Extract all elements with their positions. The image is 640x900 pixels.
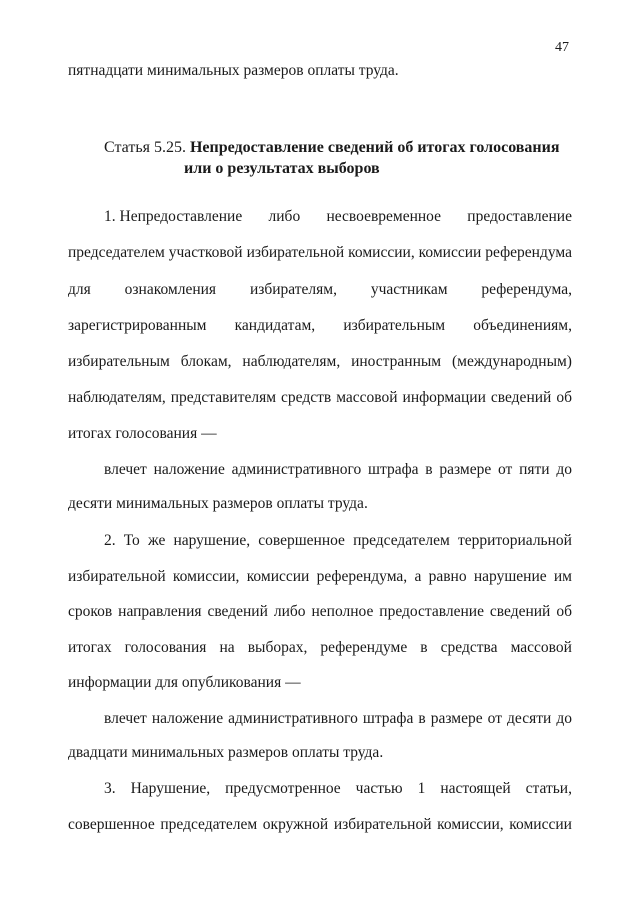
- word: до: [556, 710, 572, 727]
- word: Нарушение,: [130, 780, 211, 797]
- word: 2.: [104, 532, 116, 549]
- word: предоставление: [379, 603, 484, 620]
- word: окружной: [262, 816, 329, 833]
- text-line: [104, 710, 572, 728]
- word: административного: [231, 461, 362, 478]
- word: штрафа: [362, 710, 414, 727]
- word: штрафа: [368, 461, 419, 478]
- word: об: [556, 389, 572, 406]
- article-title: Непредоставление сведений об итогах голосования: [189, 139, 560, 156]
- word: от: [487, 710, 502, 727]
- word: блокам,: [180, 353, 232, 370]
- word: в: [418, 710, 426, 727]
- text-line: двадцати минимальных размеров оплаты труда.: [68, 744, 384, 761]
- word: комиссии,: [437, 816, 504, 833]
- word: статьи,: [525, 780, 572, 797]
- word: же: [147, 532, 166, 549]
- word: несвоевременное: [326, 208, 442, 225]
- word: массовой: [510, 639, 572, 656]
- word: участникам: [370, 281, 448, 298]
- word: избирательной: [68, 568, 166, 585]
- word: совершенное: [68, 816, 155, 833]
- word: предоставление: [467, 208, 572, 225]
- page-number: 47: [555, 40, 569, 55]
- word: об: [556, 603, 572, 620]
- word: избирательной: [333, 816, 432, 833]
- word: референдуме: [320, 639, 408, 656]
- word: (международным): [451, 353, 572, 370]
- article-number: Статья 5.25.: [104, 139, 186, 156]
- text-line: [68, 244, 572, 262]
- word: средства: [440, 639, 498, 656]
- word: сроков: [68, 603, 113, 620]
- article-title-line-1: [104, 139, 560, 157]
- word: зарегистрированным: [68, 317, 207, 334]
- word: средств: [281, 389, 332, 406]
- word: предусмотренное: [225, 780, 341, 797]
- word: референдума,: [481, 281, 572, 298]
- word: влечет: [104, 710, 147, 727]
- word: председателем: [353, 532, 450, 549]
- text-line: информации для опубликования —: [68, 674, 301, 691]
- word: нарушение: [473, 568, 547, 585]
- word: комиссии,: [348, 244, 415, 261]
- word: 1: [417, 780, 426, 797]
- word: десяти: [507, 710, 552, 727]
- word: председателем: [68, 244, 165, 261]
- text-line: [104, 780, 572, 798]
- word: избирательной: [246, 244, 345, 261]
- word: председателем: [160, 816, 258, 833]
- word: массовой: [336, 389, 398, 406]
- word: наложение: [151, 710, 224, 727]
- word: влечет: [104, 461, 147, 478]
- word: от: [497, 461, 513, 478]
- word: комиссии: [418, 244, 482, 261]
- word: совершенное: [258, 532, 345, 549]
- word: иностранным: [351, 353, 442, 370]
- word: частью: [355, 780, 403, 797]
- word: избирательным: [343, 317, 446, 334]
- word: размере: [439, 461, 492, 478]
- word: размере: [430, 710, 483, 727]
- article-title-cont: или о результатах выборов: [184, 160, 380, 177]
- word: голосования: [124, 639, 207, 656]
- word: комиссии: [246, 568, 310, 585]
- text-line: [68, 281, 572, 299]
- word: 1. Непредоставление: [104, 208, 243, 225]
- text-line: [68, 639, 572, 657]
- word: сведений: [490, 389, 552, 406]
- text-line: [68, 816, 572, 834]
- word: территориальной: [457, 532, 572, 549]
- text-line: [68, 568, 572, 586]
- word: в: [420, 639, 428, 656]
- word: нарушение,: [173, 532, 251, 549]
- text-line: итогах голосования —: [68, 425, 217, 442]
- word: комиссии: [509, 816, 572, 833]
- text-line: [68, 603, 572, 621]
- word: избирательным: [68, 353, 170, 370]
- word: административного: [228, 710, 358, 727]
- word: 3.: [104, 780, 116, 797]
- word: либо: [273, 603, 306, 620]
- word: референдума: [485, 244, 572, 261]
- word: избирателям,: [249, 281, 337, 298]
- word: для: [68, 281, 91, 298]
- word: пяти: [519, 461, 550, 478]
- word: либо: [268, 208, 301, 225]
- word: направления: [118, 603, 202, 620]
- word: комиссии,: [172, 568, 240, 585]
- text-line: [68, 317, 572, 335]
- word: до: [556, 461, 572, 478]
- word: наблюдателям,: [68, 389, 166, 406]
- word: им: [553, 568, 572, 585]
- word: равно: [428, 568, 467, 585]
- word: объединениям,: [473, 317, 572, 334]
- word: неполное: [311, 603, 374, 620]
- word: сведений: [489, 603, 551, 620]
- word: в: [425, 461, 433, 478]
- word: информации: [402, 389, 486, 406]
- word: а: [414, 568, 422, 585]
- text-line: десяти минимальных размеров оплаты труда.: [68, 495, 368, 512]
- word: кандидатам,: [234, 317, 316, 334]
- text-line: [104, 532, 572, 550]
- word: То: [123, 532, 140, 549]
- word: представителям: [170, 389, 277, 406]
- text-line: [104, 208, 572, 226]
- text-line: [68, 353, 572, 371]
- text-line: [68, 389, 572, 407]
- word: на: [219, 639, 235, 656]
- word: наблюдателям,: [242, 353, 341, 370]
- word: участковой: [168, 244, 243, 261]
- continuation-text: пятнадцати минимальных размеров оплаты труда.: [68, 62, 399, 79]
- word: ознакомления: [124, 281, 217, 298]
- word: сведений: [207, 603, 268, 620]
- word: итогах: [68, 639, 112, 656]
- word: референдума,: [316, 568, 408, 585]
- word: настоящей: [440, 780, 511, 797]
- text-line: [104, 461, 572, 479]
- article-title-line-2: [184, 160, 380, 178]
- word: выборах,: [247, 639, 308, 656]
- word: наложение: [153, 461, 225, 478]
